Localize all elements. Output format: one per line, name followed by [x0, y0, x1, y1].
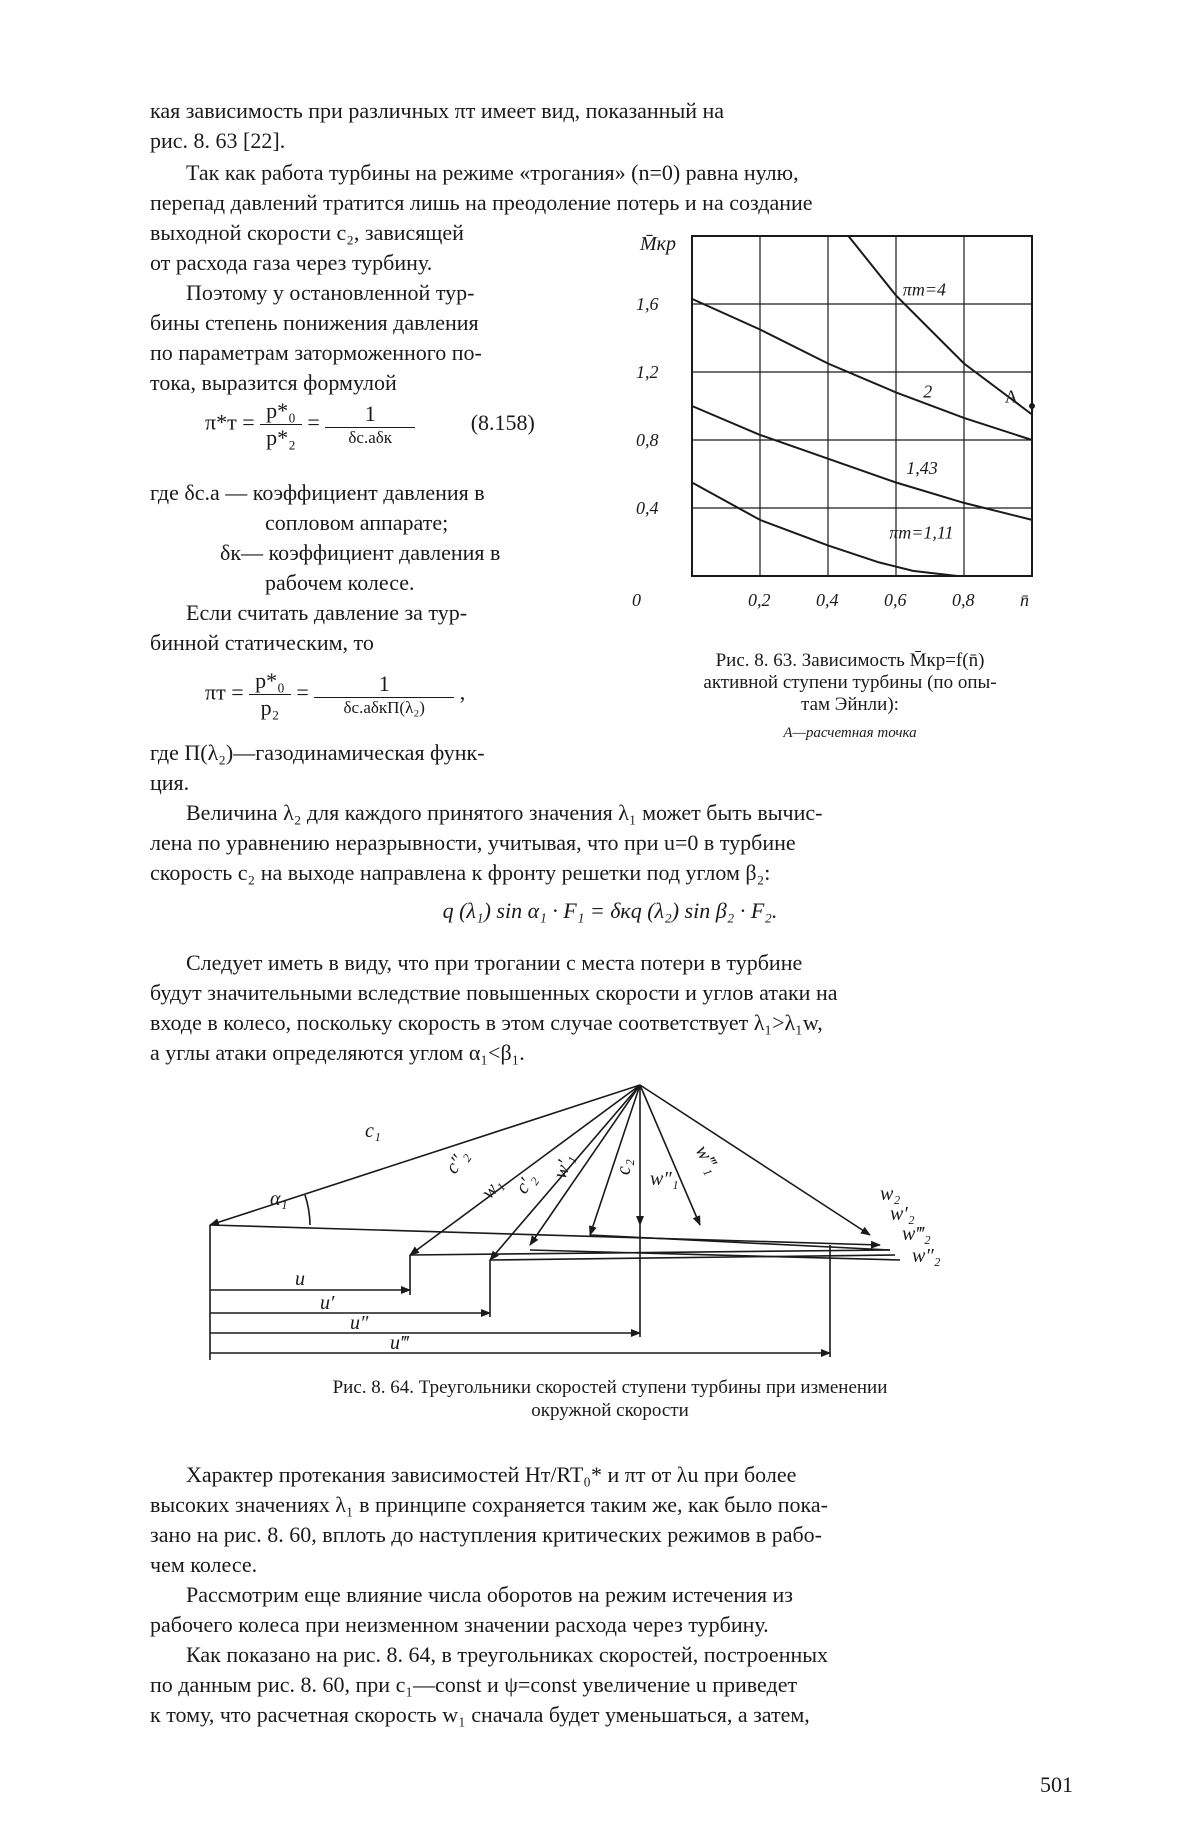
label-up: u′: [320, 1292, 335, 1314]
numerator: 1: [325, 401, 415, 428]
y-axis-label: M̄кр: [640, 233, 677, 255]
x-tick-label: 0,2: [748, 590, 771, 610]
caption-line: Рис. 8. 64. Треугольники скоростей ступени турбины при изменении: [332, 1377, 888, 1398]
paragraph-2-cont: [150, 218, 610, 278]
numerator: p*₀: [260, 398, 302, 425]
text-line: Следует иметь в виду, что при трогании с места потери в турбине: [186, 950, 803, 975]
figure-8-63-caption: [630, 650, 1070, 744]
y-tick-label: 1,2: [636, 362, 659, 382]
label-c2: c₂: [613, 1159, 635, 1175]
label-c2p: c′₂: [511, 1168, 541, 1198]
chart-frame: [692, 236, 1032, 576]
text-line: Как показано на рис. 8. 64, в треугольниках скоростей, построенных: [186, 1642, 829, 1667]
paragraph-5: [150, 798, 1070, 888]
caption-line: Рис. 8. 63. Зависимость M̄кр=f(n̄): [715, 650, 985, 671]
x-tick-label: 0,8: [952, 590, 975, 610]
caption-line: окружной скорости: [531, 1400, 689, 1421]
text-line: по параметрам заторможенного по-: [150, 340, 482, 365]
text-line: а углы атаки определяются углом α₁<β₁.: [150, 1040, 525, 1065]
fraction: [325, 401, 415, 448]
formula-pi-t: [205, 668, 465, 721]
vector-w2-tail: [590, 1235, 890, 1250]
text-line: перепад давлений тратится лишь на преодоление потерь и на создание: [150, 190, 813, 215]
label-w2p: w′₂: [890, 1203, 915, 1225]
fraction: [249, 668, 291, 721]
label-w2pp: w″₂: [912, 1245, 941, 1267]
paragraph-1: [150, 96, 1070, 156]
where-block-1: [150, 478, 610, 598]
text-line: Величина λ₂ для каждого принятого значения λ₁ может быть вычис-: [186, 800, 823, 825]
text-line: Поэтому у остановленной тур-: [186, 280, 475, 305]
paragraph-2: [150, 158, 1070, 218]
paragraph-7: [150, 1460, 1070, 1580]
figure-8-63-chart: [632, 226, 1062, 636]
y-tick-label: 0,4: [636, 498, 659, 518]
text-line: по данным рис. 8. 60, при c₁—const и ψ=const увеличение u приведет: [150, 1672, 798, 1697]
text-line: Рассмотрим еще влияние числа оборотов на режим истечения из: [186, 1582, 793, 1607]
label-w1p: w′₁: [549, 1151, 579, 1182]
x-tick-label: 0,4: [816, 590, 839, 610]
text-line: входе в колесо, поскольку скорость в этом случае соответствует λ₁>λ₁w,: [150, 1010, 823, 1035]
curve-label: πт=4: [902, 279, 946, 300]
angle-arc-alpha1: [305, 1195, 310, 1225]
y-tick-label: 0,8: [636, 430, 659, 450]
caption-line: активной ступени турбины (по опы-: [703, 672, 997, 693]
vector-w2: [210, 1225, 880, 1245]
denominator: p*₂: [266, 425, 296, 450]
curve-label: 2: [923, 381, 933, 402]
numerator: p*₀: [249, 668, 291, 695]
text-line: Характер протекания зависимостей Hт/RT₀* и πт от λu при более: [186, 1462, 797, 1487]
x-tick-label: 0,6: [884, 590, 907, 610]
curve-label: πт=1,11: [889, 522, 954, 543]
equals-sign: =: [307, 409, 326, 435]
paragraph-4: [150, 598, 610, 658]
text-line: где δс.а — коэффициент давления в: [150, 480, 485, 505]
caption-line: там Эйнли):: [801, 694, 899, 715]
text-line: скорость c₂ на выходе направлена к фронту решетки под углом β₂:: [150, 860, 771, 885]
vector-w1ppp: [640, 1085, 870, 1235]
text-line: рабочем колесе.: [265, 570, 415, 595]
paragraph-8: [150, 1580, 1070, 1640]
text-line: зано на рис. 8. 60, вплоть до наступления критических режимов в рабо-: [150, 1522, 822, 1547]
text-line: δк— коэффициент давления в: [220, 540, 501, 565]
page-number: 501: [1040, 1772, 1073, 1797]
formula-text: q (λ₁) sin α₁ · F₁ = δкq (λ₂) sin β₂ · F₂.: [442, 898, 778, 923]
denominator: p₂: [260, 695, 280, 720]
text-line: кая зависимость при различных πт имеет вид, показанный на: [150, 98, 725, 123]
text-line: лена по уравнению неразрывности, учитывая, что при u=0 в турбине: [150, 830, 796, 855]
x-tick-label: n̄: [1020, 590, 1029, 610]
figure-8-64-diagram: [190, 1065, 1050, 1365]
formula-lhs: π*т =: [205, 409, 261, 435]
x-tick-label: 0: [632, 590, 641, 610]
label-u: u: [295, 1268, 305, 1290]
formula-tag: (8.158): [470, 409, 535, 435]
text-line: Если считать давление за тур-: [186, 600, 468, 625]
fraction: [260, 398, 302, 451]
paragraph-3: [150, 278, 610, 398]
text-line: от расхода газа через турбину.: [150, 250, 433, 275]
text-line: Так как работа турбины на режиме «трогания» (n=0) равна нулю,: [186, 160, 799, 185]
formula-continuity: [150, 898, 1070, 924]
design-point-marker: [1029, 403, 1035, 409]
formula-lhs: πт =: [205, 679, 250, 705]
paragraph-9: [150, 1640, 1070, 1730]
label-uppp: u‴: [390, 1332, 409, 1354]
text-line: рис. 8. 63 [22].: [150, 128, 286, 153]
formula-8-158: [205, 398, 535, 451]
point-label: А: [1004, 386, 1018, 407]
text-line: к тому, что расчетная скорость w₁ сначала будет уменьшаться, а затем,: [150, 1702, 810, 1727]
text-line: где П(λ₂)—газодинамическая функ-: [150, 740, 485, 765]
denominator: δс.аδкП(λ₂): [343, 698, 425, 717]
y-tick-label: 1,6: [636, 294, 659, 314]
comma: ,: [459, 679, 466, 705]
text-line: бинной статическим, то: [150, 630, 374, 655]
chart-grid: [692, 236, 1032, 576]
text-line: рабочего колеса при неизменном значении расхода через турбину.: [150, 1612, 769, 1637]
text-line: сопловом аппарате;: [265, 510, 449, 535]
text-line: будут значительными вследствие повышенных скорости и углов атаки на: [150, 980, 838, 1005]
label-w2: w₂: [880, 1183, 901, 1205]
label-w1: w₁: [476, 1173, 507, 1204]
text-line: бины степень понижения давления: [150, 310, 479, 335]
text-line: тока, выразится формулой: [150, 370, 397, 395]
fraction: [314, 671, 454, 718]
vector-w1pp: [640, 1085, 700, 1225]
numerator: 1: [314, 671, 454, 698]
text-line: чем колесе.: [150, 1552, 258, 1577]
denominator: δс.аδк: [348, 428, 393, 447]
label-alpha1: α₁: [270, 1188, 288, 1210]
label-upp: u″: [350, 1312, 369, 1334]
label-c1: c₁: [365, 1120, 381, 1142]
text-line: высоких значениях λ₁ в принципе сохраняется таким же, как было пока-: [150, 1492, 828, 1517]
text-line: выходной скорости c₂, зависящей: [150, 220, 464, 245]
vector-c2pp: [410, 1085, 640, 1255]
caption-legend: А—расчетная точка: [783, 725, 917, 741]
chart-series: [692, 236, 1035, 576]
label-c2pp: c″₂: [441, 1145, 473, 1178]
label-w1ppp: w‴₁: [690, 1141, 725, 1178]
equals-sign: =: [296, 679, 315, 705]
text-line: ция.: [150, 770, 190, 795]
figure-8-64-caption: [200, 1376, 1020, 1422]
paragraph-6: [150, 948, 1070, 1068]
series-curve: [692, 299, 1032, 440]
label-w1pp: w″₁: [650, 1168, 679, 1190]
label-w2ppp: w‴₂: [902, 1223, 931, 1245]
where-block-2: [150, 738, 610, 798]
curve-label: 1,43: [906, 458, 938, 478]
